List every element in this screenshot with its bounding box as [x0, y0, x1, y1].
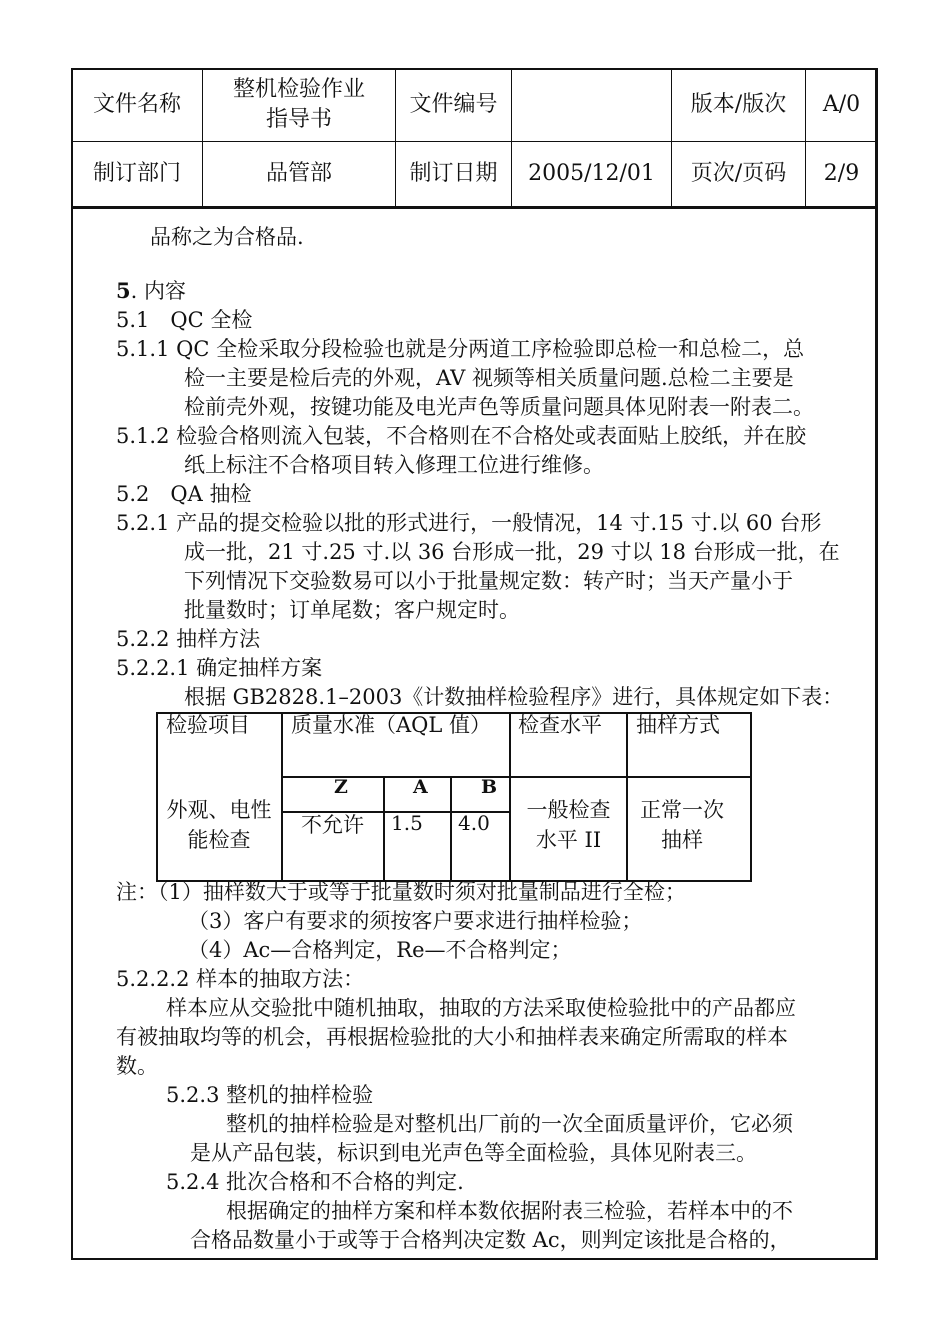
- text-line: 数。: [116, 1054, 158, 1078]
- text-line: 样本应从交验批中随机抽取，抽取的方法采取使检验批中的产品都应: [166, 996, 796, 1020]
- note-line: （4）Ac—合格判定，Re—不合格判定；: [188, 938, 572, 962]
- table-border: [450, 776, 452, 882]
- subsection-heading: 5.2.2 抽样方法: [116, 627, 261, 651]
- version-label: 版本/版次: [672, 69, 806, 142]
- section-title: . 内容: [130, 279, 186, 303]
- text-line: 根据 GB2828.1–2003《计数抽样检验程序》进行，具体规定如下表：: [184, 685, 844, 709]
- text-line: 根据确定的抽样方案和样本数依据附表三检验，若样本中的不: [226, 1199, 793, 1223]
- section-number: 5: [116, 278, 131, 303]
- text-line: 是从产品包装，标识到电光声色等全面检验，具体见附表三。: [190, 1141, 757, 1165]
- col-header-aql: 质量水准（AQL 值）: [291, 713, 492, 737]
- dept-label: 制订部门: [72, 142, 203, 207]
- method-line1: 正常一次: [640, 798, 724, 822]
- text-line: 批量数时；订单尾数；客户规定时。: [184, 598, 520, 622]
- method-cell: [627, 795, 737, 855]
- level-cell: [510, 795, 627, 855]
- note-line: 注：（1）抽样数大于或等于批量数时须对批量制品进行全检；: [116, 880, 686, 904]
- aql-z-value: 不允许: [301, 813, 364, 837]
- level-line2: 水平 II: [535, 828, 602, 852]
- document-header-table: [71, 68, 878, 207]
- sampling-plan-table: [156, 712, 752, 882]
- section-heading: [116, 276, 186, 306]
- col-header-method: 抽样方式: [636, 713, 720, 737]
- page-value: 2/9: [806, 142, 878, 207]
- dept-value: 品管部: [203, 142, 396, 207]
- subsection-heading: 5.2.4 批次合格和不合格的判定.: [166, 1170, 464, 1194]
- subsection-heading: 5.2 QA 抽检: [116, 482, 252, 506]
- aql-b-header: B: [481, 776, 498, 798]
- col-header-item: 检验项目: [166, 713, 250, 737]
- subsection-heading: 5.2.2.2 样本的抽取方法：: [116, 967, 365, 991]
- subsection-heading: 5.1 QC 全检: [116, 308, 253, 332]
- text-line: 检一主要是检后壳的外观，AV 视频等相关质量问题.总检二主要是: [184, 366, 794, 390]
- text-line: 5.2.1 产品的提交检验以批的形式进行，一般情况，14 寸.15 寸.以 60 台形: [116, 511, 822, 535]
- level-line1: 一般检查: [526, 798, 611, 822]
- text-line: 有被抽取均等的机会，再根据检验批的大小和抽样表来确定所需取的样本: [116, 1025, 788, 1049]
- method-line2: 抽样: [661, 828, 703, 852]
- item-line1: 外观、电性: [166, 798, 272, 822]
- version-value: A/0: [806, 69, 878, 142]
- aql-b-value: 4.0: [458, 811, 490, 835]
- aql-a-header: A: [413, 776, 428, 798]
- text-line: 5.1.1 QC 全检采取分段检验也就是分两道工序检验即总检一和总检二，总: [116, 337, 805, 361]
- header-divider: [71, 206, 877, 209]
- text-line: 成一批，21 寸.25 寸.以 36 台形成一批，29 寸以 18 台形成一批，在: [184, 540, 840, 564]
- aql-z-header: Z: [334, 776, 348, 798]
- text-line: 下列情况下交验数易可以小于批量规定数：转产时；当天产量小于: [184, 569, 793, 593]
- file-no-value: [512, 69, 672, 142]
- date-value: 2005/12/01: [512, 142, 672, 207]
- page-label: 页次/页码: [672, 142, 806, 207]
- file-no-label: 文件编号: [396, 69, 512, 142]
- file-name-line1: 整机检验作业: [232, 77, 365, 102]
- text-line: 品称之为合格品.: [150, 225, 304, 249]
- subsection-heading: 5.2.3 整机的抽样检验: [166, 1083, 374, 1107]
- table-border: [750, 712, 752, 882]
- item-line2: 能检查: [187, 828, 251, 852]
- text-line: 整机的抽样检验是对整机出厂前的一次全面质量评价，它必须: [226, 1112, 793, 1136]
- table-border: [383, 776, 385, 882]
- aql-a-value: 1.5: [391, 811, 423, 835]
- page-frame-edge: [875, 68, 878, 1260]
- table-border: [281, 776, 752, 778]
- date-label: 制订日期: [396, 142, 512, 207]
- text-line: 合格品数量小于或等于合格判决定数 Ac，则判定该批是合格的，: [190, 1228, 791, 1252]
- text-line: 纸上标注不合格项目转入修理工位进行维修。: [184, 453, 604, 477]
- col-header-level: 检查水平: [518, 713, 602, 737]
- text-line: 5.1.2 检验合格则流入包装，不合格则在不合格处或表面贴上胶纸，并在胶: [116, 424, 807, 448]
- file-name-line2: 指导书: [265, 107, 332, 132]
- note-line: （3）客户有要求的须按客户要求进行抽样检验；: [188, 909, 643, 933]
- text-line: 检前壳外观，按键功能及电光声色等质量问题具体见附表一附表二。: [184, 395, 814, 419]
- file-name-label: 文件名称: [72, 69, 203, 142]
- subsection-heading: 5.2.2.1 确定抽样方案: [116, 656, 323, 680]
- item-cell: [156, 795, 282, 855]
- file-name-value: [203, 69, 396, 142]
